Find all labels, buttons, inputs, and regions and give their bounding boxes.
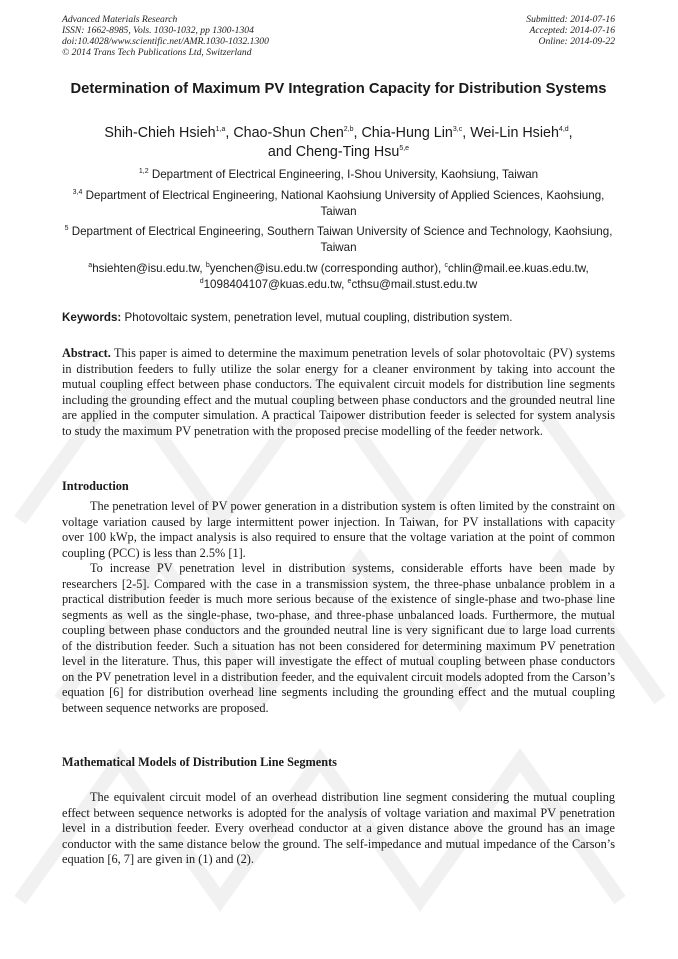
abstract (62, 346, 615, 439)
email-c[interactable]: chlin@mail.ee.kuas.edu.tw, (448, 262, 589, 275)
journal-copyright: © 2014 Trans Tech Publications Ltd, Switzerland (62, 47, 252, 58)
intro-paragraph-2: To increase PV penetration level in distribution systems, considerable efforts have been made by researchers [2-5]. Compared with the case in a transmission system, the three-phase unbalance problem in a practical distribution feeder is much more serious because of the existence of single-phase and two-phase line segments as well as the single-phase, two-phase, and three-phase unbalanced loads. Furthermore, the mutual coupling between phase conductors and the grounded neutral line is very significant due to large load currents of the distribution feeder. Such a situation has not been considered for determining maximum PV penetration level in the literature. Thus, this paper will investigate the effect of mutual coupling between phase conductors on the PV penetration level in a distribution feeder, and the equivalent circuit models adopted from the Carson’s equation [6] for distribution overhead line segments including the grounding effect and the mutual coupling between sequence networks are proposed. (62, 561, 615, 715)
affiliation: $^{3,4}$ Department of Electrical Engineering, National Kaohsiung University of Applied Sciences, Kaohsiung, Taiwan (72, 189, 605, 218)
journal-info (62, 14, 269, 58)
affiliation: $^5$ Department of Electrical Engineering, Southern Taiwan University of Science and Technology, Kaohsiung, Taiwan (64, 225, 613, 254)
abstract-label: Abstract. (62, 346, 111, 360)
online-date: Online: 2014-09-22 (538, 36, 615, 47)
email-a[interactable]: hsiehten@isu.edu.tw, (92, 262, 203, 275)
email-d[interactable]: 1098404107@kuas.edu.tw, (203, 278, 345, 291)
keywords (62, 310, 615, 325)
keywords-label: Keywords: (62, 311, 122, 324)
journal-issn: ISSN: 1662-8985, Vols. 1030-1032, pp 1300-1304 (62, 25, 254, 36)
accepted-date: Accepted: 2014-07-16 (529, 25, 615, 36)
author-list (62, 124, 615, 162)
author: and Cheng-Ting Hsu$^{5,e}$ (267, 144, 410, 160)
author-emails: $^a$hsiehten@isu.edu.tw, $^b$yenchen@isu.edu.tw (corresponding author), $^c$chlin@mail.ee.kuas.edu.tw, $^d$1098404107@kuas.edu.tw, $^e$cthsu@mail.stust.edu.tw (88, 262, 589, 291)
publication-dates (526, 14, 615, 47)
section-heading-math-models: Mathematical Models of Distribution Line Segments (62, 755, 337, 769)
affiliation: $^{1,2}$ Department of Electrical Engineering, I-Shou University, Kaohsiung, Taiwan (138, 168, 539, 181)
email-b[interactable]: yenchen@isu.edu.tw (corresponding author), (209, 262, 442, 275)
author: Chao-Shun Chen$^{2,b}$, (233, 125, 362, 141)
section-heading-introduction: Introduction (62, 479, 129, 493)
email-e[interactable]: cthsu@mail.stust.edu.tw (351, 278, 478, 291)
abstract-text: This paper is aimed to determine the maximum penetration levels of solar photovoltaic (PV) systems in distribution feeders to fully utilize the solar energy for a cleaner environment by taking into account the mutual coupling effect between phase conductors. The equivalent circuit models for distribution line segments including the grounding effect and the mutual coupling between phase conductors and the grounded neutral line are applied in the computer simulation. A practical Taipower distribution feeder is selected for system analysis to study the maximum PV penetration with the proposed precise modelling of the feeder network. (62, 346, 615, 438)
intro-paragraph-1: The penetration level of PV power generation in a distribution system is often limited by the constraint on voltage variation caused by large intermittent power injection. In Taiwan, for PV installations with capacity over 100 kWp, the impact analysis is also required to ensure that the voltage variation at the point of common coupling (PCC) is less than 2.5% [1]. (62, 499, 615, 560)
journal-doi: doi:10.4028/www.scientific.net/AMR.1030-1032.1300 (62, 36, 269, 47)
submitted-date: Submitted: 2014-07-16 (526, 14, 615, 25)
author: Wei-Lin Hsieh$^{4,d}$, (470, 125, 573, 141)
author: Shih-Chieh Hsieh$^{1,a}$, (104, 125, 234, 141)
paper-title: Determination of Maximum PV Integration Capacity for Distribution Systems (70, 81, 607, 97)
author: Chia-Hung Lin$^{3,c}$, (361, 125, 471, 141)
journal-name: Advanced Materials Research (62, 14, 178, 25)
math-paragraph-1: The equivalent circuit model of an overhead distribution line segment considering the mutual coupling effect between sequence networks is adopted for the analysis of voltage variation and maximal PV penetration level in a distribution feeder. Every overhead conductor at a given distance above the ground has an image conductor with the same distance below the ground. The self-impedance and mutual impedance of the Carson’s equation [6, 7] are given in (1) and (2). (62, 790, 615, 866)
keywords-text: Photovoltaic system, penetration level, mutual coupling, distribution system. (124, 311, 513, 324)
